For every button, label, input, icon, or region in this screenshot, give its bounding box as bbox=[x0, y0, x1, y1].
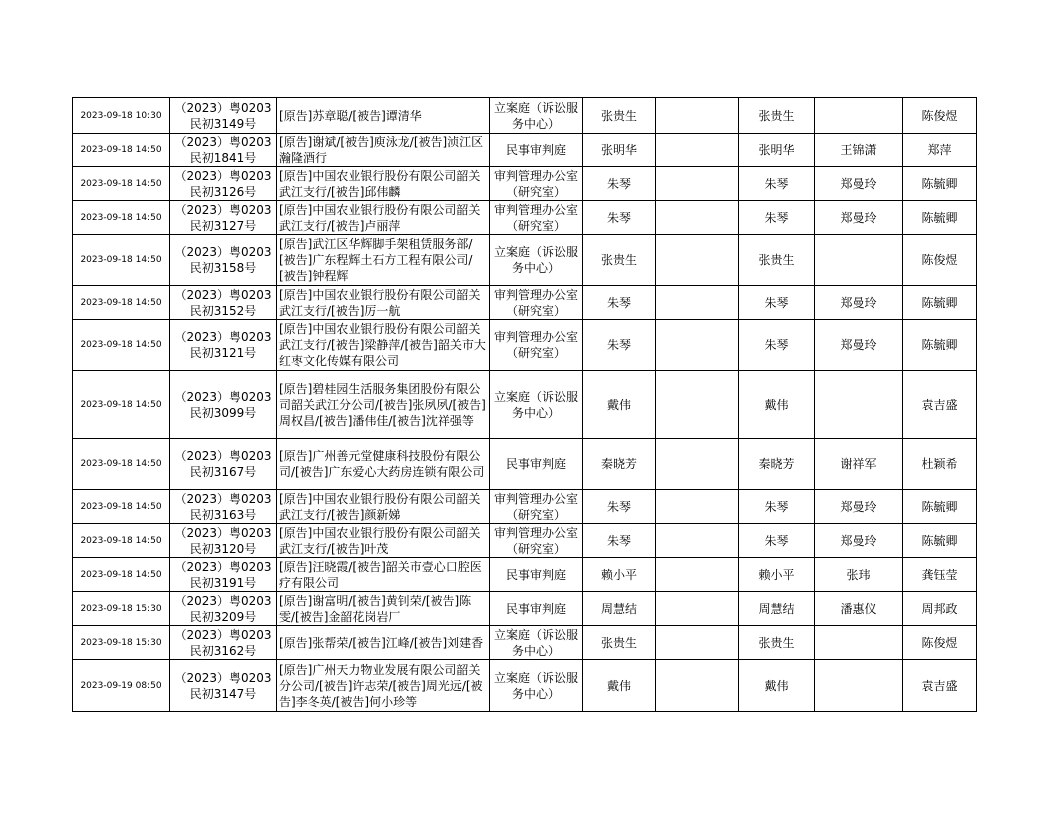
case-number: （2023）粤0203民初3099号 bbox=[170, 371, 277, 439]
parties: [原告]中国农业银行股份有限公司韶关武江支行/[被告]梁静萍/[被告]韶关市大红枣文化传媒有限公司 bbox=[277, 320, 490, 371]
panel-member: 谢祥军 bbox=[815, 439, 903, 490]
presiding-judge: 张明华 bbox=[739, 134, 815, 167]
presiding-judge: 周慧结 bbox=[739, 592, 815, 626]
empty-cell bbox=[656, 371, 739, 439]
parties: [原告]中国农业银行股份有限公司韶关武江支行/[被告]叶茂 bbox=[277, 524, 490, 558]
case-number: （2023）粤0203民初3152号 bbox=[170, 286, 277, 320]
clerk: 郑萍 bbox=[903, 134, 977, 167]
table-row bbox=[73, 286, 977, 320]
panel-member: 郑曼玲 bbox=[815, 490, 903, 524]
department: 民事审判庭 bbox=[490, 439, 583, 490]
parties: [原告]谢富明/[被告]黄钊荣/[被告]陈雯/[被告]金韶花岗岩厂 bbox=[277, 592, 490, 626]
panel-member: 郑曼玲 bbox=[815, 167, 903, 201]
empty-cell bbox=[656, 98, 739, 134]
table-row bbox=[73, 490, 977, 524]
judge: 赖小平 bbox=[583, 558, 656, 592]
clerk: 陈毓卿 bbox=[903, 524, 977, 558]
clerk: 周邦政 bbox=[903, 592, 977, 626]
table-row bbox=[73, 371, 977, 439]
department: 民事审判庭 bbox=[490, 592, 583, 626]
table-row bbox=[73, 134, 977, 167]
parties: [原告]中国农业银行股份有限公司韶关武江支行/[被告]颜新娣 bbox=[277, 490, 490, 524]
case-number: （2023）粤0203民初3162号 bbox=[170, 626, 277, 660]
clerk: 陈毓卿 bbox=[903, 490, 977, 524]
table-row bbox=[73, 167, 977, 201]
hearing-time: 2023-09-18 14:50 bbox=[73, 490, 170, 524]
case-number: （2023）粤0203民初3149号 bbox=[170, 98, 277, 134]
hearing-time: 2023-09-18 14:50 bbox=[73, 439, 170, 490]
parties: [原告]谢斌/[被告]庾泳龙/[被告]浈江区瀚隆酒行 bbox=[277, 134, 490, 167]
table-row bbox=[73, 320, 977, 371]
empty-cell bbox=[656, 167, 739, 201]
schedule-body bbox=[73, 98, 977, 712]
panel-member: 王锦潇 bbox=[815, 134, 903, 167]
judge: 朱琴 bbox=[583, 524, 656, 558]
presiding-judge: 戴伟 bbox=[739, 371, 815, 439]
hearing-time: 2023-09-18 14:50 bbox=[73, 235, 170, 286]
panel-member bbox=[815, 660, 903, 712]
department: 审判管理办公室（研究室） bbox=[490, 320, 583, 371]
clerk: 陈俊煜 bbox=[903, 626, 977, 660]
hearing-time: 2023-09-18 14:50 bbox=[73, 167, 170, 201]
hearing-time: 2023-09-18 14:50 bbox=[73, 371, 170, 439]
table-row bbox=[73, 660, 977, 712]
presiding-judge: 张贵生 bbox=[739, 235, 815, 286]
empty-cell bbox=[656, 134, 739, 167]
case-number: （2023）粤0203民初3126号 bbox=[170, 167, 277, 201]
department: 立案庭（诉讼服务中心） bbox=[490, 371, 583, 439]
table-row bbox=[73, 235, 977, 286]
clerk: 杜颖希 bbox=[903, 439, 977, 490]
parties: [原告]广州天力物业发展有限公司韶关分公司/[被告]许志荣/[被告]周光远/[被告]李冬英/[被告]何小珍等 bbox=[277, 660, 490, 712]
department: 民事审判庭 bbox=[490, 134, 583, 167]
parties: [原告]碧桂园生活服务集团股份有限公司韶关武江分公司/[被告]张夙夙/[被告]周权昌/[被告]潘伟佳/[被告]沈祥强等 bbox=[277, 371, 490, 439]
department: 立案庭（诉讼服务中心） bbox=[490, 660, 583, 712]
case-number: （2023）粤0203民初3120号 bbox=[170, 524, 277, 558]
case-number: （2023）粤0203民初3191号 bbox=[170, 558, 277, 592]
panel-member bbox=[815, 98, 903, 134]
empty-cell bbox=[656, 660, 739, 712]
presiding-judge: 赖小平 bbox=[739, 558, 815, 592]
judge: 朱琴 bbox=[583, 490, 656, 524]
empty-cell bbox=[656, 286, 739, 320]
judge: 张贵生 bbox=[583, 626, 656, 660]
presiding-judge: 秦晓芳 bbox=[739, 439, 815, 490]
clerk: 陈毓卿 bbox=[903, 286, 977, 320]
judge: 朱琴 bbox=[583, 286, 656, 320]
hearing-time: 2023-09-18 14:50 bbox=[73, 320, 170, 371]
case-number: （2023）粤0203民初3121号 bbox=[170, 320, 277, 371]
presiding-judge: 朱琴 bbox=[739, 524, 815, 558]
panel-member: 张玮 bbox=[815, 558, 903, 592]
case-number: （2023）粤0203民初3167号 bbox=[170, 439, 277, 490]
clerk: 袁吉盛 bbox=[903, 660, 977, 712]
empty-cell bbox=[656, 524, 739, 558]
empty-cell bbox=[656, 558, 739, 592]
panel-member: 郑曼玲 bbox=[815, 201, 903, 235]
hearing-time: 2023-09-18 14:50 bbox=[73, 201, 170, 235]
hearing-time: 2023-09-18 10:30 bbox=[73, 98, 170, 134]
judge: 戴伟 bbox=[583, 371, 656, 439]
judge: 周慧结 bbox=[583, 592, 656, 626]
empty-cell bbox=[656, 235, 739, 286]
panel-member: 郑曼玲 bbox=[815, 524, 903, 558]
case-number: （2023）粤0203民初3209号 bbox=[170, 592, 277, 626]
table-row bbox=[73, 201, 977, 235]
case-number: （2023）粤0203民初3127号 bbox=[170, 201, 277, 235]
panel-member: 郑曼玲 bbox=[815, 320, 903, 371]
parties: [原告]张帮荣/[被告]江峰/[被告]刘建香 bbox=[277, 626, 490, 660]
empty-cell bbox=[656, 490, 739, 524]
case-number: （2023）粤0203民初3158号 bbox=[170, 235, 277, 286]
presiding-judge: 朱琴 bbox=[739, 286, 815, 320]
judge: 张贵生 bbox=[583, 235, 656, 286]
department: 立案庭（诉讼服务中心） bbox=[490, 626, 583, 660]
department: 审判管理办公室（研究室） bbox=[490, 286, 583, 320]
presiding-judge: 朱琴 bbox=[739, 320, 815, 371]
table-row bbox=[73, 558, 977, 592]
department: 审判管理办公室（研究室） bbox=[490, 201, 583, 235]
table-row bbox=[73, 439, 977, 490]
clerk: 陈俊煜 bbox=[903, 98, 977, 134]
empty-cell bbox=[656, 320, 739, 371]
case-number: （2023）粤0203民初1841号 bbox=[170, 134, 277, 167]
presiding-judge: 朱琴 bbox=[739, 167, 815, 201]
panel-member: 潘惠仪 bbox=[815, 592, 903, 626]
department: 立案庭（诉讼服务中心） bbox=[490, 235, 583, 286]
hearing-time: 2023-09-18 14:50 bbox=[73, 558, 170, 592]
clerk: 袁吉盛 bbox=[903, 371, 977, 439]
department: 民事审判庭 bbox=[490, 558, 583, 592]
table-row bbox=[73, 592, 977, 626]
parties: [原告]汪晓霞/[被告]韶关市壹心口腔医疗有限公司 bbox=[277, 558, 490, 592]
empty-cell bbox=[656, 201, 739, 235]
parties: [原告]中国农业银行股份有限公司韶关武江支行/[被告]邱伟麟 bbox=[277, 167, 490, 201]
clerk: 陈毓卿 bbox=[903, 320, 977, 371]
department: 审判管理办公室（研究室） bbox=[490, 524, 583, 558]
hearing-time: 2023-09-18 14:50 bbox=[73, 134, 170, 167]
hearing-time: 2023-09-19 08:50 bbox=[73, 660, 170, 712]
judge: 张贵生 bbox=[583, 98, 656, 134]
panel-member bbox=[815, 371, 903, 439]
judge: 朱琴 bbox=[583, 320, 656, 371]
judge: 戴伟 bbox=[583, 660, 656, 712]
presiding-judge: 戴伟 bbox=[739, 660, 815, 712]
presiding-judge: 张贵生 bbox=[739, 626, 815, 660]
parties: [原告]中国农业银行股份有限公司韶关武江支行/[被告]厉一航 bbox=[277, 286, 490, 320]
case-number: （2023）粤0203民初3163号 bbox=[170, 490, 277, 524]
clerk: 龚钰莹 bbox=[903, 558, 977, 592]
judge: 秦晓芳 bbox=[583, 439, 656, 490]
presiding-judge: 张贵生 bbox=[739, 98, 815, 134]
department: 审判管理办公室（研究室） bbox=[490, 167, 583, 201]
case-number: （2023）粤0203民初3147号 bbox=[170, 660, 277, 712]
table-row bbox=[73, 524, 977, 558]
hearing-schedule-table bbox=[72, 97, 977, 712]
table-row bbox=[73, 626, 977, 660]
hearing-time: 2023-09-18 14:50 bbox=[73, 286, 170, 320]
clerk: 陈俊煜 bbox=[903, 235, 977, 286]
hearing-time: 2023-09-18 15:30 bbox=[73, 626, 170, 660]
judge: 朱琴 bbox=[583, 167, 656, 201]
judge: 朱琴 bbox=[583, 201, 656, 235]
presiding-judge: 朱琴 bbox=[739, 201, 815, 235]
empty-cell bbox=[656, 439, 739, 490]
parties: [原告]广州善元堂健康科技股份有限公司/[被告]广东爱心大药房连锁有限公司 bbox=[277, 439, 490, 490]
clerk: 陈毓卿 bbox=[903, 201, 977, 235]
parties: [原告]武江区华辉脚手架租赁服务部/[被告]广东程辉土石方工程有限公司/[被告]钟程辉 bbox=[277, 235, 490, 286]
panel-member bbox=[815, 235, 903, 286]
empty-cell bbox=[656, 626, 739, 660]
table-row bbox=[73, 98, 977, 134]
parties: [原告]中国农业银行股份有限公司韶关武江支行/[被告]卢丽萍 bbox=[277, 201, 490, 235]
presiding-judge: 朱琴 bbox=[739, 490, 815, 524]
judge: 张明华 bbox=[583, 134, 656, 167]
panel-member bbox=[815, 626, 903, 660]
parties: [原告]苏章聪/[被告]谭清华 bbox=[277, 98, 490, 134]
empty-cell bbox=[656, 592, 739, 626]
department: 审判管理办公室（研究室） bbox=[490, 490, 583, 524]
clerk: 陈毓卿 bbox=[903, 167, 977, 201]
hearing-time: 2023-09-18 15:30 bbox=[73, 592, 170, 626]
hearing-time: 2023-09-18 14:50 bbox=[73, 524, 170, 558]
panel-member: 郑曼玲 bbox=[815, 286, 903, 320]
department: 立案庭（诉讼服务中心） bbox=[490, 98, 583, 134]
